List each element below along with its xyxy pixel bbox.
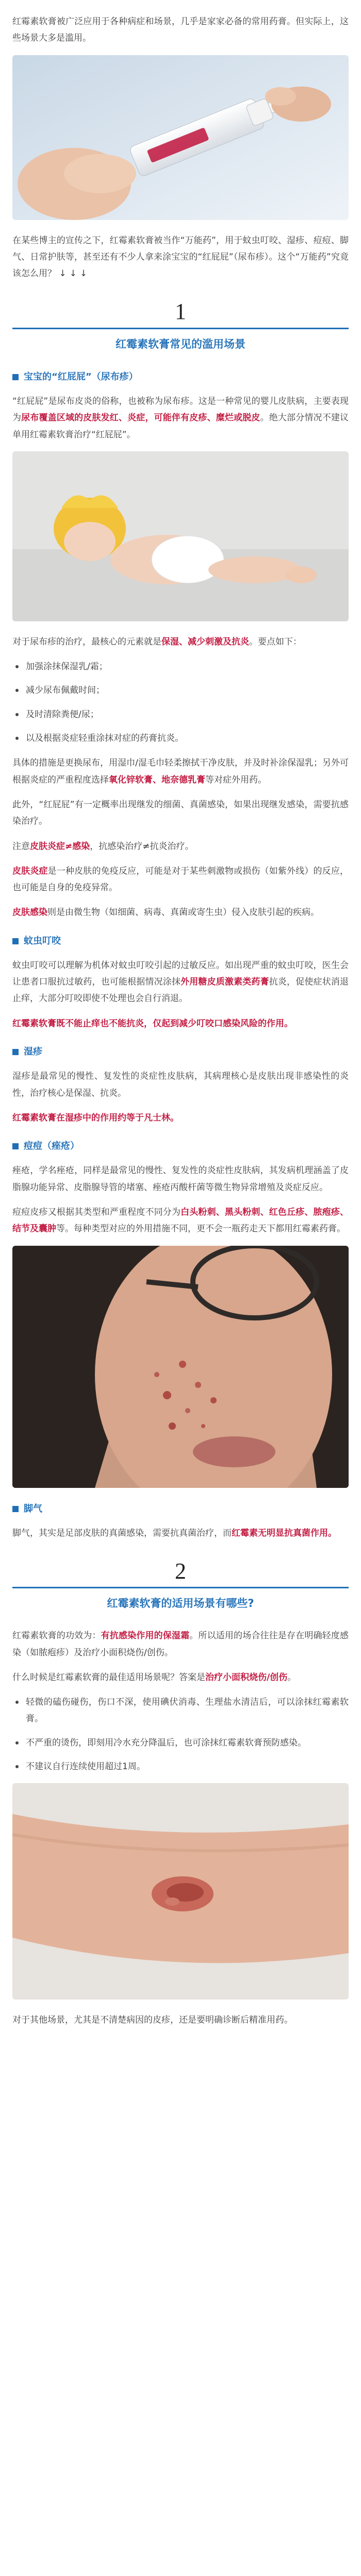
diaper-paragraph-1: [12, 393, 349, 443]
intro-paragraph-1: 红霉素软膏被广泛应用于各种病症和场景，几乎是家家必备的常用药膏。但实际上，这些场景大多是滥用。: [12, 16, 349, 44]
usage-paragraph-2: [12, 1669, 349, 1686]
section-1-header: [12, 299, 349, 354]
subheading-athletes-foot: [12, 1500, 349, 1518]
section-1-number: 1: [175, 299, 186, 325]
highlight-text: 外用糖皮质激素类药膏: [180, 977, 269, 988]
highlight-text: 有抗感染作用的保湿霜: [101, 1631, 190, 1641]
square-bullet-icon: [12, 374, 19, 380]
square-bullet-icon: [12, 1143, 19, 1149]
text: 注意: [12, 841, 30, 852]
text: 痘痘皮疹又根据其类型和严重程度不同分为: [12, 1207, 181, 1217]
section-2-header: [12, 1559, 349, 1614]
section-1-divider: [12, 328, 349, 329]
square-bullet-icon: [12, 1506, 19, 1512]
highlight-text: 皮肤感染: [12, 907, 47, 918]
diaper-care-list: [12, 658, 349, 747]
text: 等对症外用药。: [205, 774, 267, 785]
text: 具体的措施是更换尿布，用湿巾/湿毛巾轻柔擦拭干净皮肤，并及时补涂保湿乳；另外可根据炎症的严重程度选择: [12, 758, 349, 785]
subheading-diaper-rash: [12, 368, 349, 386]
text: 是一种皮肤的免疫反应，可能是对于某些刺激物或损伤（如紫外线）的反应，也可能是自身的免疫异常。: [12, 866, 349, 893]
list-item: 轻微的磕伤碰伤，伤口不深，使用碘伏消毒、生理盐水清洁后，可以涂抹红霉素软膏。: [12, 1694, 349, 1727]
usage-paragraph-3: 对于其他场景，尤其是不清楚病因的皮疹，还是要明确诊断后精准用药。: [12, 2015, 293, 2026]
text: 红霉素软膏的功效为：: [12, 1631, 101, 1641]
list-item: 不建议自行连续使用超过1周。: [12, 1758, 349, 1775]
eczema-paragraph-1: 湿疹是最常见的慢性、复发性的炎症性皮肤病，其病理核心是皮肤出现非感染性的炎性，治疗核心是保湿、抗炎。: [12, 1071, 349, 1098]
usage-paragraph-1: [12, 1628, 349, 1661]
subheading-eczema: [12, 1043, 349, 1061]
highlight-text: 皮肤炎症: [12, 866, 48, 876]
intro-paragraph-2-text: 在某些博主的宣传之下，红霉素软膏被当作“万能药”，用于蚊虫叮咬、湿疹、痘痘、脚气、日常护肤等，甚至还有不少人拿来涂宝宝的“红屁屁”（尿布疹）。这个“万能药”究竟该怎么用？: [12, 235, 349, 279]
usage-list: [12, 1694, 349, 1775]
text: 等。每种类型对应的外用措施不同，更不会一瓶药走天下都用红霉素药膏。: [56, 1224, 346, 1234]
text: 。绝大部分情况不建议单用红霉素软膏治疗“红屁屁”。: [12, 413, 349, 440]
text: “红屁屁”是尿布皮炎的俗称，也被称为尿布疹。这是一种常见的婴儿皮肤病，主要表现为: [12, 396, 349, 423]
acne-paragraph-2: [12, 1204, 349, 1238]
subheading-eczema-text: 湿疹: [24, 1046, 42, 1058]
acne-paragraph-1: 痤疮，学名痤疮，同样是最常见的慢性、复发性的炎症性皮肤病，其发病机理涵盖了皮脂腺功能异常、皮脂腺导管的堵塞、痤疮丙酸杆菌等微生物异常增殖及炎症反应。: [12, 1165, 349, 1193]
subheading-insect-bite-text: 蚊虫叮咬: [24, 935, 61, 946]
text: 脚气，其实是足部皮肤的真菌感染，需要抗真菌治疗，而: [12, 1528, 232, 1538]
list-item: 不严重的烫伤，即刻用冷水充分降温后，也可涂抹红霉素软膏预防感染。: [12, 1735, 349, 1751]
text: 抗炎，促使症状消退止痒，大部分叮咬即使不处理也会自行消退。: [12, 977, 349, 1004]
subheading-diaper-rash-text: 宝宝的“红屁屁”（尿布疹）: [24, 371, 138, 382]
highlight-text: 皮肤炎症≠感染: [30, 841, 90, 852]
bite-paragraph-2: 红霉素软膏既不能止痒也不能抗炎，仅起到减少叮咬口感染风险的作用。: [12, 1018, 293, 1029]
diaper-paragraph-6: [12, 863, 349, 896]
subheading-insect-bite: [12, 933, 349, 950]
text: 蚊虫叮咬可以理解为机体对蚊虫叮咬引起的过敏反应。如出现严重的蚊虫叮咬，医生会让患者口服抗过敏药，也可能根据情况涂抹: [12, 960, 349, 988]
photo-arm-wound: [12, 1783, 349, 1999]
text: 。所以适用的场合往往是存在明确轻度感染（如脓疱疹）及治疗小面积烧伤/创伤。: [12, 1631, 349, 1658]
diaper-paragraph-2: [12, 634, 349, 650]
photo-baby-diaper: [12, 451, 349, 621]
highlight-text: 治疗小面积烧伤/创伤: [205, 1672, 288, 1683]
list-item: 减少尿布佩戴时间；: [12, 682, 349, 699]
list-item: 及时清除粪便/尿；: [12, 706, 349, 723]
square-bullet-icon: [12, 938, 19, 944]
bite-paragraph-1: [12, 957, 349, 1007]
subheading-athletes-foot-text: 脚气: [24, 1503, 42, 1514]
subheading-acne-text: 痘痘（痤疮）: [24, 1141, 79, 1152]
photo-acne-face: [12, 1246, 349, 1488]
text: 对于尿布疹的治疗，最核心的元素就是: [12, 636, 161, 647]
intro-paragraph-2: [12, 232, 349, 282]
highlight-text: 氧化锌软膏、地奈德乳膏: [109, 774, 205, 785]
foot-paragraph-1: [12, 1525, 349, 1541]
section-1-title: 红霉素软膏常见的滥用场景: [116, 337, 245, 350]
square-bullet-icon: [12, 1049, 19, 1055]
highlight-text: 红霉素无明显抗真菌作用。: [232, 1528, 337, 1538]
text: 。要点如下：: [249, 636, 302, 647]
text: 。: [287, 1672, 297, 1683]
diaper-paragraph-5: [12, 838, 349, 855]
list-item: 以及根据炎症轻重涂抹对症的药膏抗炎。: [12, 730, 349, 747]
diaper-paragraph-4: 此外，“红屁屁”有一定概率出现继发的细菌、真菌感染，如果出现继发感染，需要抗感染治疗。: [12, 799, 349, 827]
diaper-paragraph-7: [12, 904, 349, 921]
eczema-paragraph-2: 红霉素软膏在湿疹中的作用约等于凡士林。: [12, 1112, 179, 1123]
text: 什么时候是红霉素软膏的最佳适用场景呢？答案是: [12, 1672, 205, 1683]
highlight-text: 尿布覆盖区域的皮肤发红、炎症，可能伴有皮疹、糜烂或脱皮: [21, 413, 260, 423]
section-2-number: 2: [175, 1558, 186, 1584]
list-item: 加强涂抹保湿乳/霜；: [12, 658, 349, 675]
text: 则是由微生物（如细菌、病毒、真菌或寄生虫）侵入皮肤引起的疾病。: [47, 907, 319, 918]
section-2-title: 红霉素软膏的适用场景有哪些?: [107, 1597, 254, 1610]
diaper-paragraph-3: [12, 755, 349, 788]
section-2-divider: [12, 1587, 349, 1588]
subheading-acne: [12, 1138, 349, 1155]
highlight-text: 保湿、减少刺激及抗炎: [161, 636, 249, 647]
arrows-down-icon: ↓↓↓: [59, 268, 91, 279]
photo-ointment-tube: [12, 55, 349, 220]
highlight-text: 白头粉刺、黑头粉刺、红色丘疹、脓疱疹、结节及囊肿: [12, 1207, 349, 1234]
text: ，抗感染治疗≠抗炎治疗。: [90, 841, 194, 852]
